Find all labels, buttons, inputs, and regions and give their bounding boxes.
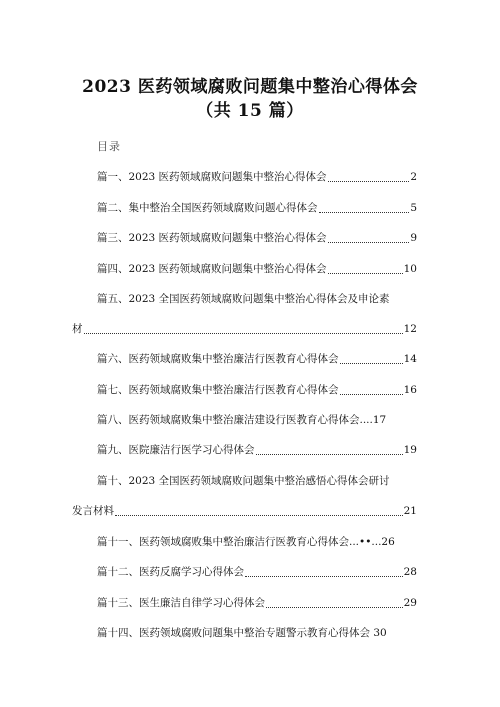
- dot-leader: [84, 333, 403, 334]
- toc-entry-page: 19: [403, 444, 417, 456]
- toc-entry-page: 5: [410, 202, 417, 214]
- document-subtitle: （共 15 篇）: [196, 101, 304, 121]
- toc-entry-title: 篇九、医院廉洁行医学习心得体会: [97, 444, 255, 456]
- dot-leader: [319, 212, 410, 213]
- toc-entry-title: 篇十二、医药反腐学习心得体会: [97, 566, 244, 578]
- toc-entry-page: 2: [410, 171, 417, 183]
- dot-leader: [115, 515, 403, 516]
- dot-leader: [328, 242, 410, 243]
- toc-entry-title: 篇五、2023 全国医药领域腐败问题集中整治心得体会及申论素: [97, 293, 390, 305]
- toc-entry-title: 篇十四、医药领域腐败问题集中整治专题警示教育心得体会 30: [97, 627, 387, 639]
- document-title: 2023 医药领域腐败问题集中整治心得体会: [82, 77, 418, 97]
- dot-leader: [266, 607, 403, 608]
- dot-leader: [340, 394, 403, 395]
- toc-entry-page: 9: [410, 232, 417, 244]
- toc-entry-page: 29: [403, 597, 417, 609]
- toc-entry-title: 篇十、2023 全国医药领域腐败问题集中整治感悟心得体会研讨: [97, 475, 390, 487]
- toc-entry-title: 篇一、2023 医药领域腐败问题集中整治心得体会: [97, 171, 327, 183]
- toc-entry-page: 16: [403, 384, 417, 396]
- toc-entry-title: 篇六、医药领域腐败集中整治廉洁行医教育心得体会: [97, 353, 339, 365]
- toc-entry-page: 28: [403, 566, 417, 578]
- toc-entry-page: 12: [403, 323, 417, 335]
- dot-leader: [256, 454, 403, 455]
- toc-entry-title-continued: 材: [72, 323, 83, 335]
- dot-leader: [328, 273, 403, 274]
- dot-leader: [245, 576, 403, 577]
- toc-entry-title: 篇七、医药领域腐败集中整治廉洁行医教育心得体会: [97, 384, 339, 396]
- toc-entry-title: 篇四、2023 医药领域腐败问题集中整治心得体会: [97, 263, 327, 275]
- dot-leader: [340, 363, 403, 364]
- toc-entry-title-continued: 发言材料: [72, 505, 114, 517]
- toc-heading: 目录: [97, 140, 121, 153]
- toc-entry-page: 10: [403, 263, 417, 275]
- toc-entry-title: 篇八、医药领域腐败集中整治廉洁建设行医教育心得体会....17: [97, 414, 387, 426]
- toc-entry-page: 14: [403, 353, 417, 365]
- toc-entry-title: 篇二、集中整治全国医药领域腐败问题心得体会: [97, 202, 318, 214]
- toc-entry-title: 篇三、2023 医药领域腐败问题集中整治心得体会: [97, 232, 327, 244]
- toc-entry-title: 篇十一、医药领域腐败集中整治廉洁行医教育心得体会...••...26: [97, 536, 395, 548]
- toc-entry-page: 21: [403, 505, 417, 517]
- toc-entry-title: 篇十三、医生廉洁自律学习心得体会: [97, 597, 265, 609]
- dot-leader: [328, 181, 410, 182]
